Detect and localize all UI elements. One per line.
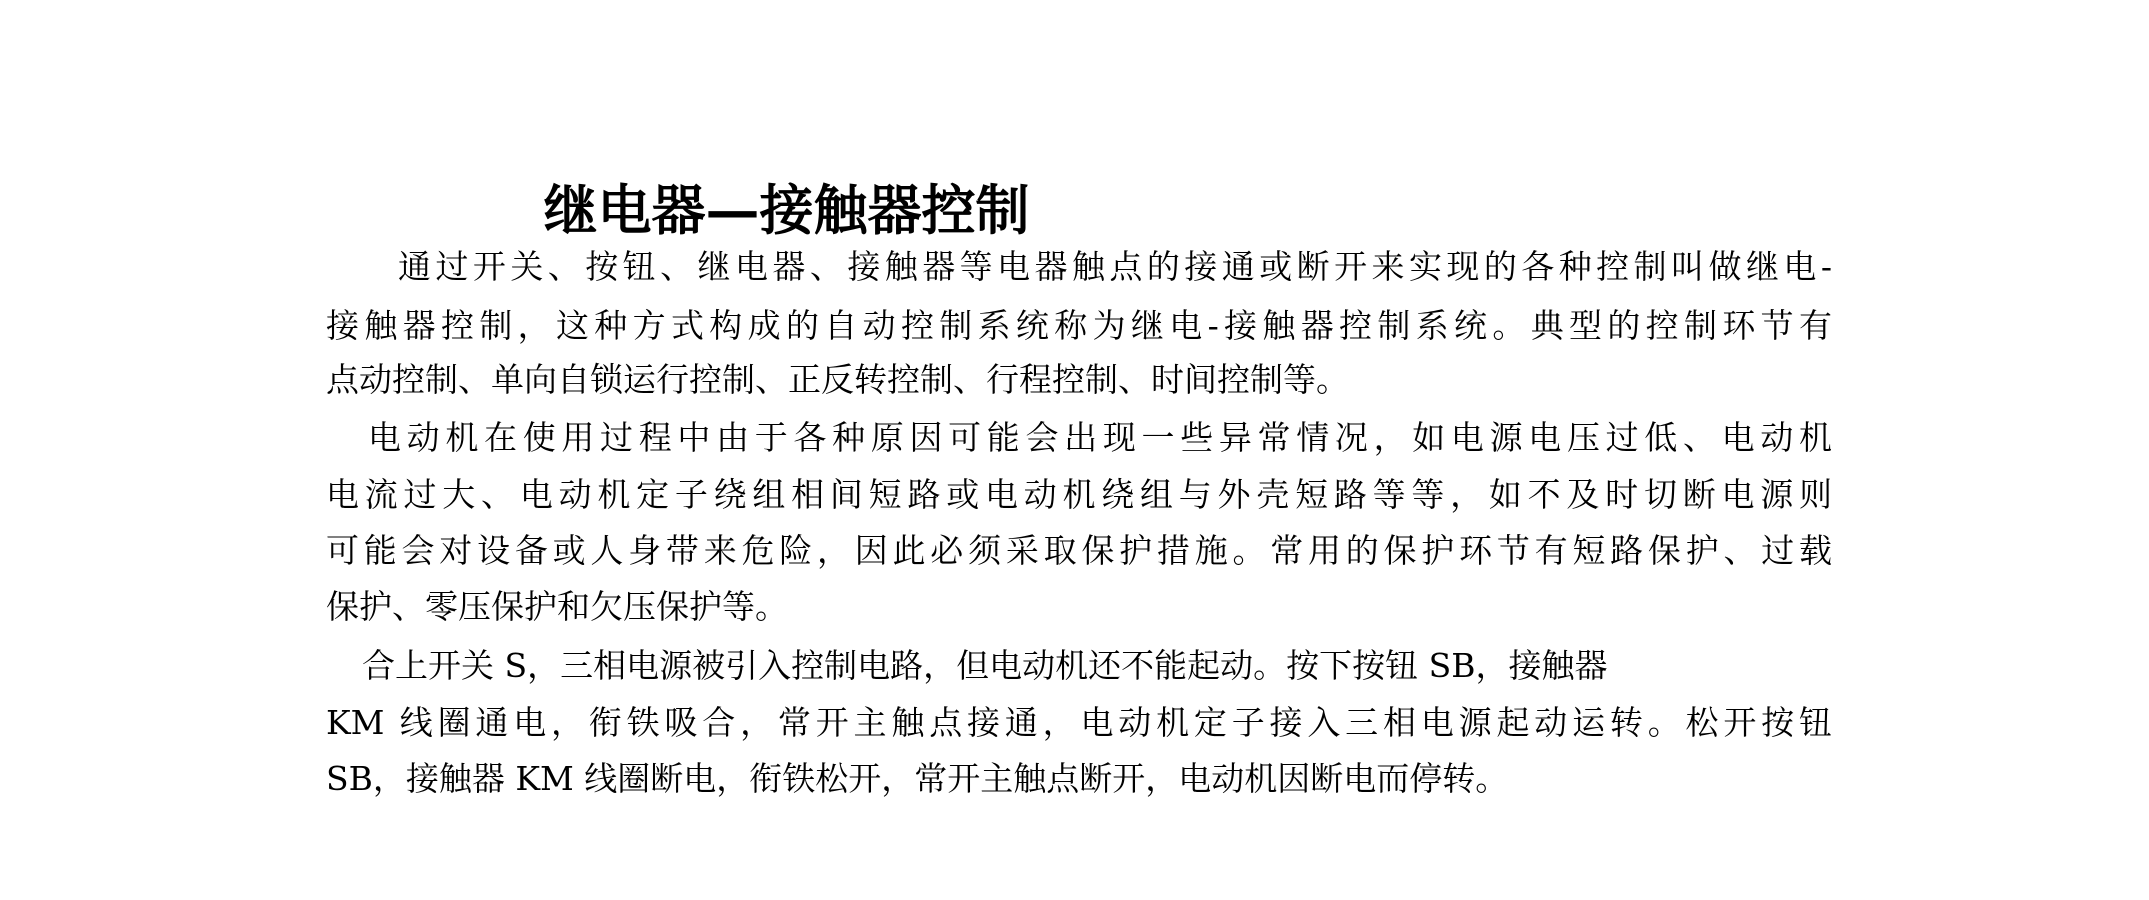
paragraph-line: 可能会对设备或人身带来危险，因此必须采取保护措施。常用的保护环节有短路保护、过载 bbox=[326, 531, 1832, 570]
paragraph-line: 保护、零压保护和欠压保护等。 bbox=[326, 587, 788, 626]
paragraph-line: 电动机在使用过程中由于各种原因可能会出现一些异常情况，如电源电压过低、电动机 bbox=[368, 418, 1832, 457]
paragraph-line: 通过开关、按钮、继电器、接触器等电器触点的接通或断开来实现的各种控制叫做继电- bbox=[398, 247, 1832, 286]
paragraph-line: SB，接触器 KM 线圈断电，衔铁松开，常开主触点断开，电动机因断电而停转。 bbox=[326, 759, 1509, 798]
paragraph-line: 接触器控制，这种方式构成的自动控制系统称为继电-接触器控制系统。典型的控制环节有 bbox=[326, 306, 1832, 345]
document-title: 继电器—接触器控制 bbox=[543, 178, 1030, 242]
paragraph-line: KM 线圈通电，衔铁吸合，常开主触点接通，电动机定子接入三相电源起动运转。松开按钮 bbox=[326, 703, 1832, 742]
paragraph-line: 合上开关 S，三相电源被引入控制电路，但电动机还不能起动。按下按钮 SB，接触器 bbox=[362, 646, 1608, 685]
paragraph-line: 电流过大、电动机定子绕组相间短路或电动机绕组与外壳短路等等，如不及时切断电源则 bbox=[326, 475, 1832, 514]
paragraph-line: 点动控制、单向自锁运行控制、正反转控制、行程控制、时间控制等。 bbox=[326, 360, 1349, 399]
